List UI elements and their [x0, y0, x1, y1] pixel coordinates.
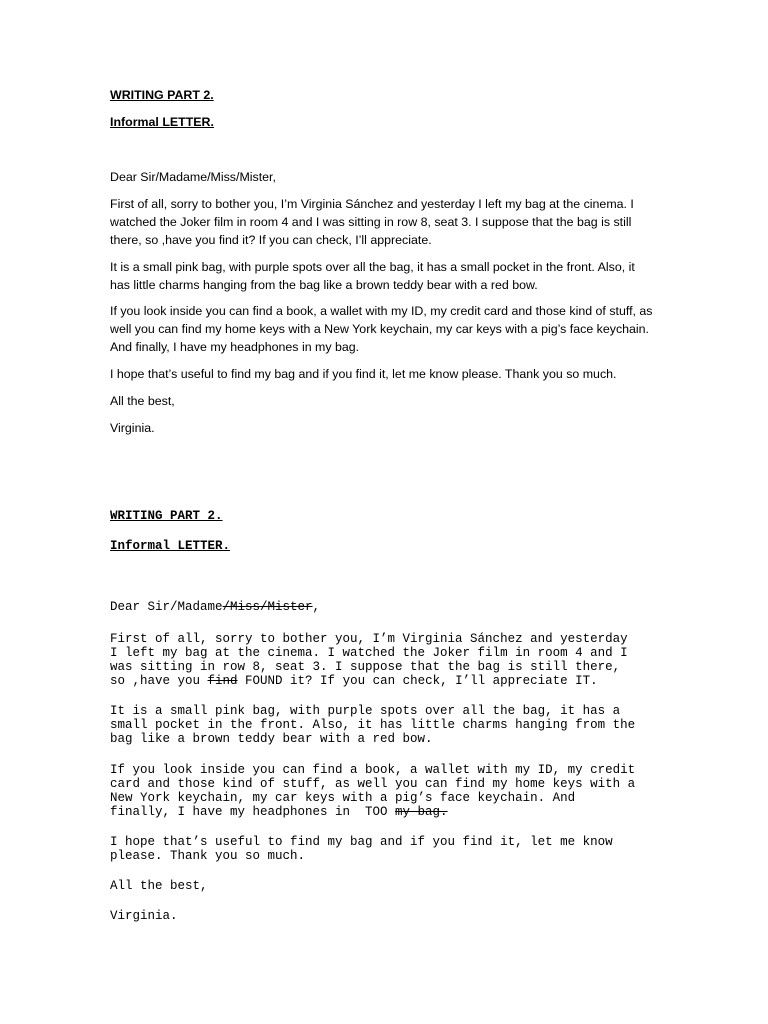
line-text: so ,have you — [110, 674, 208, 688]
salutation-comma: , — [312, 600, 321, 614]
signature-block-mono — [110, 909, 658, 923]
letter-version-1 — [110, 86, 658, 104]
closing-mono: All the best, — [110, 879, 208, 893]
heading-informal-letter-mono: Informal LETTER. — [110, 539, 231, 553]
line-text: FOUND it? If you can check, I’ll appreciate IT. — [237, 674, 598, 688]
struck-text: find — [207, 674, 238, 688]
signature-mono: Virginia. — [110, 909, 178, 923]
paragraph-3: If you look inside you can find a book, a wallet with my ID, my credit card and those kind of stuff, as well you can find my home keys with a New York keychain, my car keys with a pig’s face keychain. And finally, I have my headphones in my bag. — [110, 304, 653, 354]
signature: Virginia. — [110, 421, 155, 435]
para3-block-mono — [110, 763, 658, 819]
paragraph-2-line: It is a small pink bag, with purple spots over all the bag, it has a — [110, 704, 621, 718]
struck-text: /Miss/Mister — [222, 600, 313, 614]
signature-block — [110, 419, 658, 437]
paragraph-1-line: First of all, sorry to bother you, I’m Virginia Sánchez and yesterday — [110, 632, 628, 646]
paragraph-4: I hope that’s useful to find my bag and if you find it, let me know please. Thank you so much. — [110, 367, 617, 381]
closing-block-mono — [110, 879, 658, 893]
struck-text: my bag. — [395, 805, 448, 819]
para2-block-mono — [110, 704, 658, 746]
heading-writing-part-mono: WRITING PART 2. — [110, 509, 223, 523]
paragraph-4-line: please. Thank you so much. — [110, 849, 306, 863]
paragraph-2-line: bag like a brown teddy bear with a red bow. — [110, 732, 433, 746]
para4-block-mono — [110, 835, 658, 863]
heading-informal-letter: Informal LETTER. — [110, 115, 214, 129]
paragraph-3-line: card and those kind of stuff, as well you can find my home keys with a — [110, 777, 636, 791]
para4-block — [110, 365, 658, 383]
heading-writing-part: WRITING PART 2. — [110, 88, 214, 102]
heading-block-mono — [110, 539, 658, 553]
heading-block — [110, 113, 658, 131]
paragraph-3-line: New York keychain, my car keys with a pig’s face keychain. And — [110, 791, 576, 805]
para1-block-mono — [110, 632, 658, 688]
paragraph-1-line: I left my bag at the cinema. I watched the Joker film in room 4 and I — [110, 646, 628, 660]
letter-version-2 — [110, 509, 658, 523]
salutation-mono — [110, 600, 658, 614]
paragraph-1-line: was sitting in row 8, seat 3. I suppose that the bag is still there, — [110, 660, 621, 674]
paragraph-2: It is a small pink bag, with purple spots over all the bag, it has a small pocket in the front. Also, it has little charms hanging from the bag like a brown teddy bear with a red bow. — [110, 260, 635, 292]
paragraph-2-line: small pocket in the front. Also, it has little charms hanging from the — [110, 718, 636, 732]
paragraph-4-line: I hope that’s useful to find my bag and if you find it, let me know — [110, 835, 613, 849]
line-text: finally, I have my headphones in TOO — [110, 805, 396, 819]
closing: All the best, — [110, 394, 175, 408]
salutation-text: Dear Sir/Madame — [110, 600, 223, 614]
paragraph-3-line: If you look inside you can find a book, a wallet with my ID, my credit — [110, 763, 636, 777]
salutation-block-mono — [110, 600, 658, 614]
paragraph-1-line — [110, 674, 658, 688]
para2-block — [110, 258, 658, 294]
para1-block — [110, 195, 658, 249]
paragraph-1: First of all, sorry to bother you, I’m Virginia Sánchez and yesterday I left my bag at the cinema. I watched the Joker film in room 4 and I was sitting in row 8, seat 3. I suppose that the bag is still there, so ,have you find it? If you can check, I’ll appreciate. — [110, 197, 634, 247]
salutation-block — [110, 168, 658, 186]
salutation: Dear Sir/Madame/Miss/Mister, — [110, 170, 276, 184]
para3-block — [110, 302, 658, 356]
closing-block — [110, 392, 658, 410]
paragraph-3-line — [110, 805, 658, 819]
